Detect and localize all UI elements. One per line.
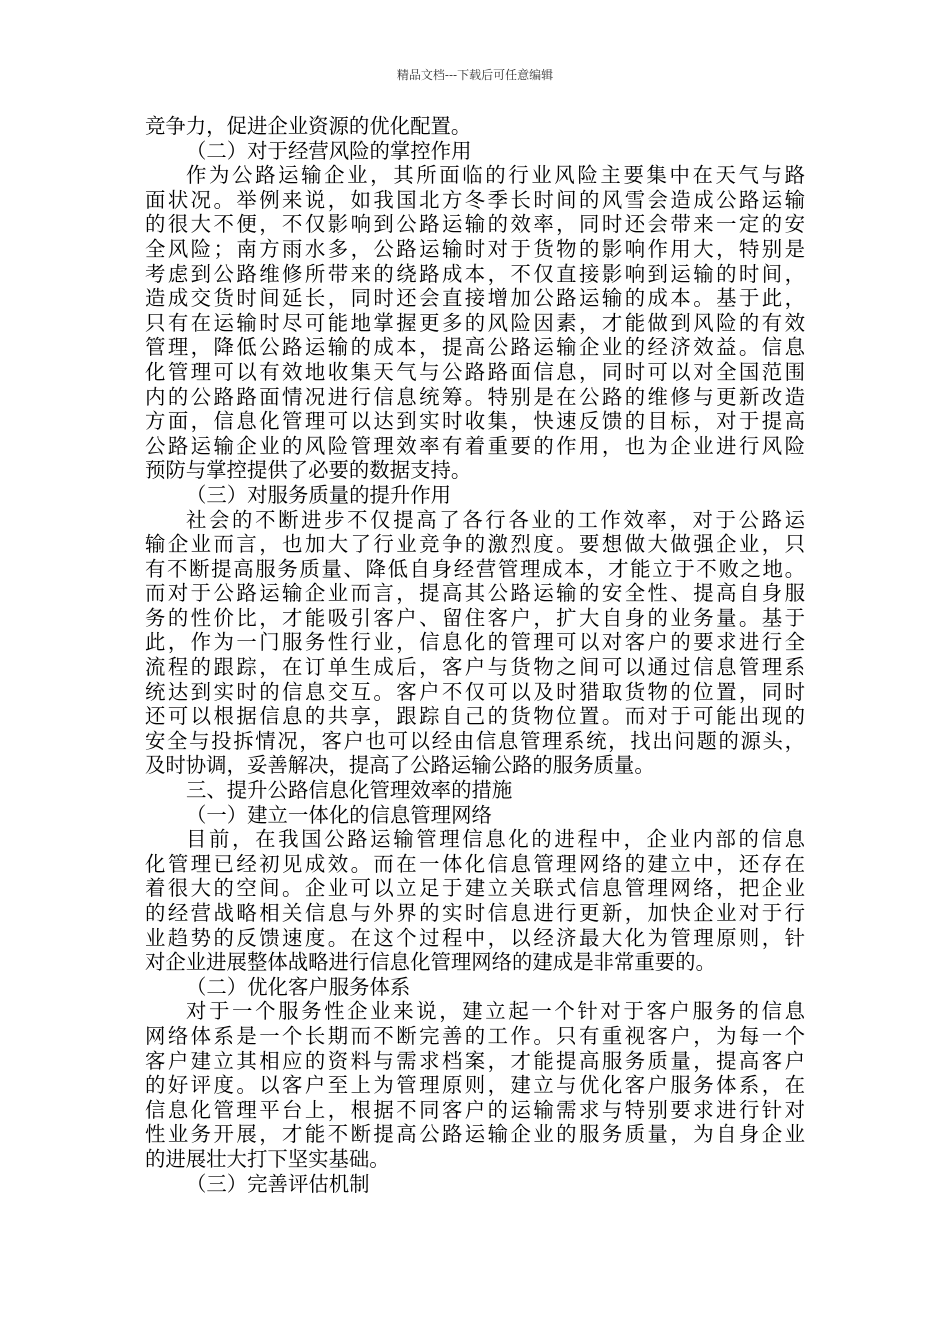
text-line: 性业务开展，才能不断提高公路运输企业的服务质量，为自身企业 bbox=[145, 1122, 805, 1147]
text-line: （二）对于经营风险的掌控作用 bbox=[186, 138, 472, 163]
text-line: 对于一个服务性企业来说，建立起一个针对于客户服务的信息 bbox=[186, 999, 805, 1024]
text-line: （一）建立一体化的信息管理网络 bbox=[186, 802, 492, 827]
text-line: 统达到实时的信息交互。客户不仅可以及时猎取货物的位置，同时 bbox=[145, 679, 805, 704]
text-line: 务的性价比，才能吸引客户、留住客户，扩大自身的业务量。基于 bbox=[145, 605, 805, 630]
text-line: 着很大的空间。企业可以立足于建立关联式信息管理网络，把企业 bbox=[145, 876, 805, 901]
text-line: 全风险；南方雨水多，公路运输时对于货物的影响作用大，特别是 bbox=[145, 236, 805, 261]
text-line: 面状况。举例来说，如我国北方冬季长时间的风雪会造成公路运输 bbox=[145, 187, 805, 212]
text-line: （二）优化客户服务体系 bbox=[186, 974, 411, 999]
text-line: 社会的不断进步不仅提高了各行各业的工作效率，对于公路运 bbox=[186, 507, 805, 532]
text-line: 的好评度。以客户至上为管理原则，建立与优化客户服务体系，在 bbox=[145, 1073, 805, 1098]
text-line: 预防与掌控提供了必要的数据支持。 bbox=[145, 458, 472, 483]
text-line: 而对于公路运输企业而言，提高其公路运输的安全性、提高自身服 bbox=[145, 581, 805, 606]
text-line: 公路运输企业的风险管理效率有着重要的作用，也为企业进行风险 bbox=[145, 433, 805, 458]
text-line: 还可以根据信息的共享，跟踪自己的货物位置。而对于可能出现的 bbox=[145, 704, 805, 729]
text-line: 化管理可以有效地收集天气与公路路面信息，同时可以对全国范围 bbox=[145, 359, 805, 384]
text-line: 目前，在我国公路运输管理信息化的进程中，企业内部的信息 bbox=[186, 827, 805, 852]
text-line: 管理，降低公路运输的成本，提高公路运输企业的经济效益。信息 bbox=[145, 335, 805, 360]
text-line: 流程的跟踪，在订单生成后，客户与货物之间可以通过信息管理系 bbox=[145, 655, 805, 680]
text-line: 输企业而言，也加大了行业竞争的激烈度。要想做大做强企业，只 bbox=[145, 532, 805, 557]
text-line: （三）对服务质量的提升作用 bbox=[186, 482, 452, 507]
text-line: 的很大不便，不仅影响到公路运输的效率，同时还会带来一定的安 bbox=[145, 212, 805, 237]
text-line: 造成交货时间延长，同时还会直接增加公路运输的成本。基于此， bbox=[145, 286, 805, 311]
text-line: 方面，信息化管理可以达到实时收集，快速反馈的目标，对于提高 bbox=[145, 409, 805, 434]
text-line: 及时协调，妥善解决，提高了公路运输公路的服务质量。 bbox=[145, 753, 655, 778]
text-line: 的经营战略相关信息与外界的实时信息进行更新，加快企业对于行 bbox=[145, 901, 805, 925]
text-line: 作为公路运输企业，其所面临的行业风险主要集中在天气与路 bbox=[186, 163, 805, 188]
document-body bbox=[145, 114, 805, 1196]
text-line: 的进展壮大打下坚实基础。 bbox=[145, 1146, 390, 1171]
text-line: 化管理已经初见成效。而在一体化信息管理网络的建立中，还存在 bbox=[145, 851, 805, 876]
text-line: 信息化管理平台上，根据不同客户的运输需求与特别要求进行针对 bbox=[145, 1097, 805, 1122]
text-line: （三）完善评估机制 bbox=[186, 1171, 370, 1196]
text-line: 考虑到公路维修所带来的绕路成本，不仅直接影响到运输的时间， bbox=[145, 261, 805, 286]
text-line: 客户建立其相应的资料与需求档案，才能提高服务质量，提高客户 bbox=[145, 1048, 805, 1073]
text-line: 只有在运输时尽可能地掌握更多的风险因素，才能做到风险的有效 bbox=[145, 310, 805, 335]
text-line: 业趋势的反馈速度。在这个过程中，以经济最大化为管理原则，针 bbox=[145, 925, 805, 950]
text-line: 竞争力，促进企业资源的优化配置。 bbox=[145, 114, 472, 138]
text-line: 安全与投拆情况，客户也可以经由信息管理系统，找出问题的源头， bbox=[145, 728, 805, 753]
text-line: 网络体系是一个长期而不断完善的工作。只有重视客户，为每一个 bbox=[145, 1023, 805, 1048]
text-line: 内的公路路面情况进行信息统筹。特别是在公路的维修与更新改造 bbox=[145, 384, 805, 409]
text-line: 此，作为一门服务性行业，信息化的管理可以对客户的要求进行全 bbox=[145, 630, 805, 655]
text-line: 对企业进展整体战略进行信息化管理网络的建成是非常重要的。 bbox=[145, 950, 716, 975]
page-header: 精品文档---下载后可任意编辑 bbox=[396, 68, 554, 82]
text-line: 三、提升公路信息化管理效率的措施 bbox=[186, 778, 513, 803]
text-line: 有不断提高服务质量、降低自身经营管理成本，才能立于不败之地。 bbox=[145, 556, 805, 581]
